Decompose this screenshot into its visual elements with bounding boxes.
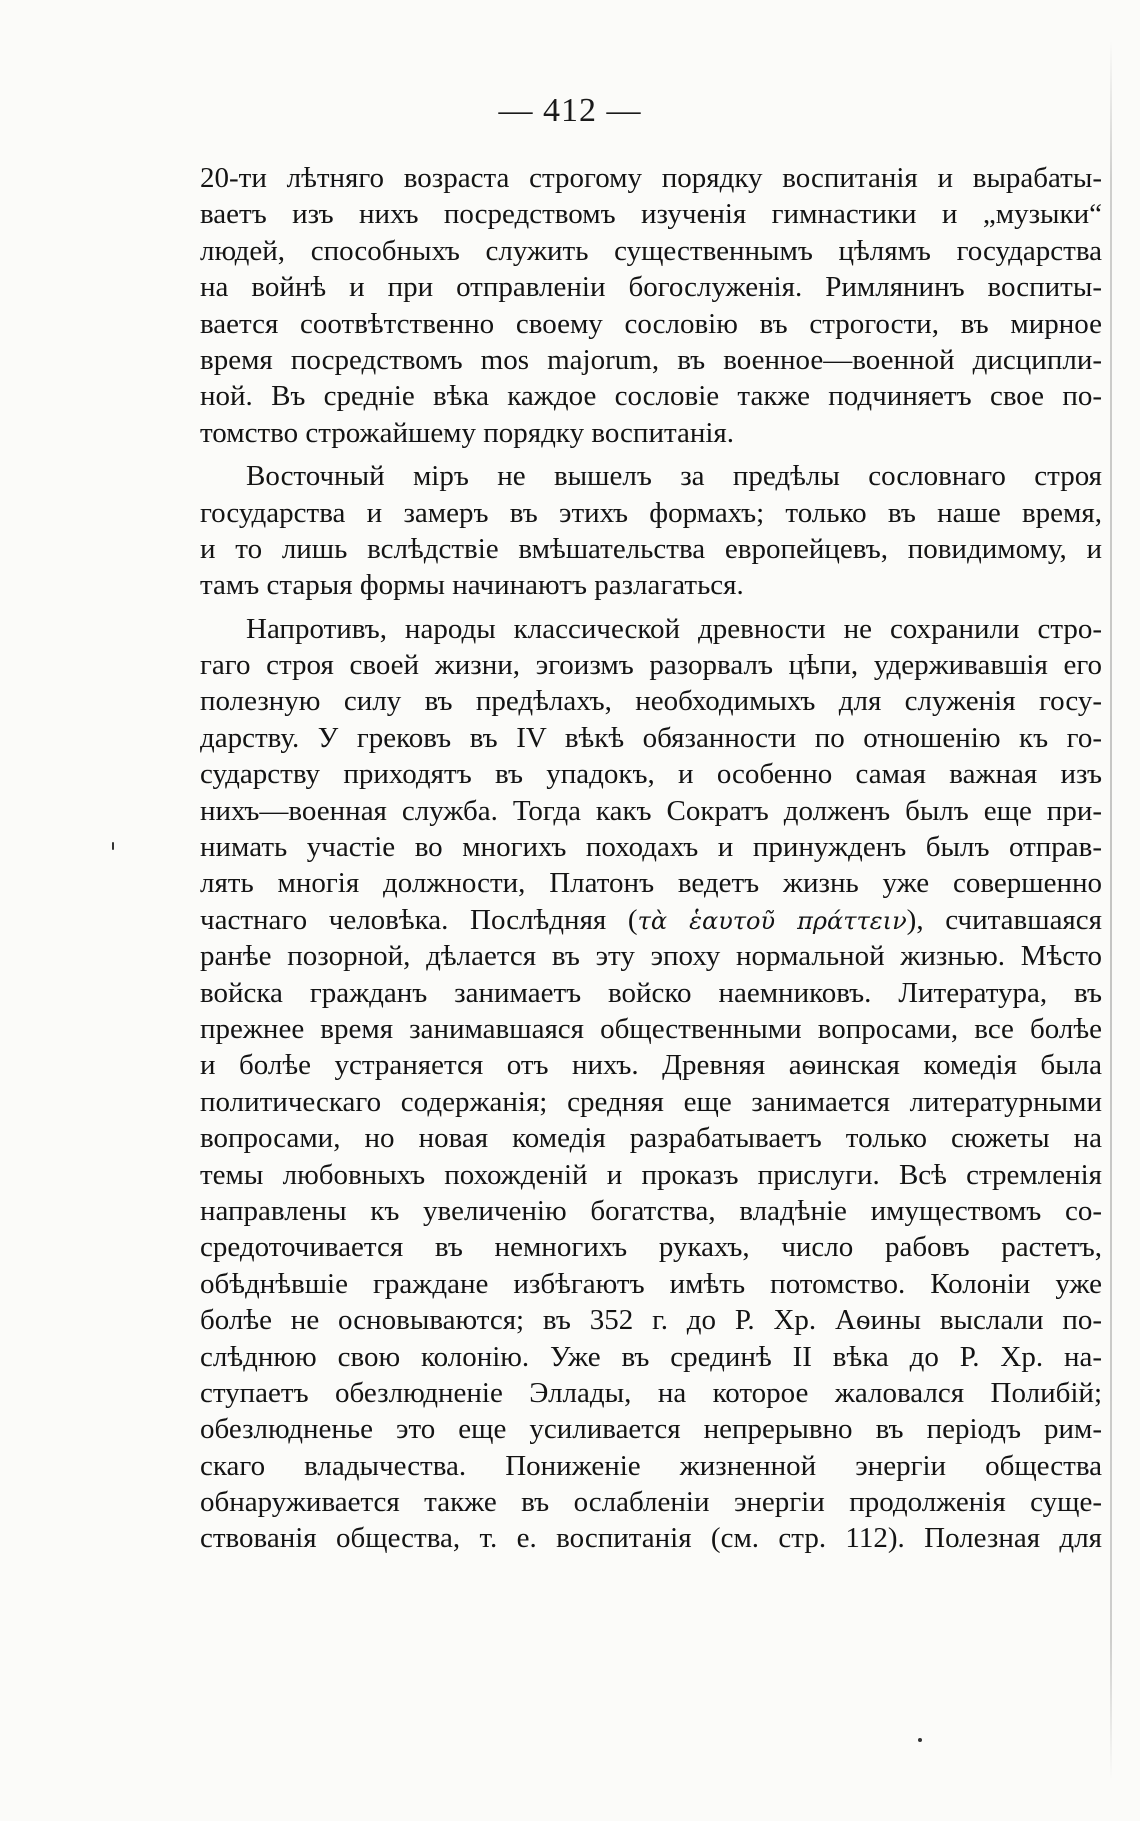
text-line: лять многія должности, Платонъ ведетъ жизнь уже совершенно: [200, 867, 1102, 900]
page-number: — 412 —: [498, 92, 642, 129]
text-line: направлены къ увеличенію богатства, владѣніе имуществомъ со-: [200, 1194, 1102, 1227]
text-line: войска гражданъ занимаетъ войско наемниковъ. Литература, въ: [200, 976, 1102, 1009]
text-line: на войнѣ и при отправленіи богослуженія. Римлянинъ воспиты-: [200, 271, 1102, 304]
text-line: тамъ старыя формы начинаютъ разлагаться.: [200, 569, 744, 602]
text-line: гаго строя своей жизни, эгоизмъ разорвалъ цѣпи, удерживавшія его: [200, 649, 1102, 682]
text-line: вается соотвѣтственно своему сословію въ строгости, въ мирное: [200, 307, 1102, 340]
paragraph-gap: [200, 451, 1102, 458]
text-line: ступаетъ обезлюдненіе Эллады, на которое жаловался Полибій;: [200, 1376, 1102, 1409]
text-line: ранѣе позорной, дѣлается въ эту эпоху нормальной жизнью. Мѣсто: [200, 940, 1102, 973]
text-line: средоточивается въ немногихъ рукахъ, число рабовъ растетъ,: [200, 1231, 1102, 1264]
text-line: сударству приходятъ въ упадокъ, и особенно самая важная изъ: [200, 758, 1102, 791]
text-line: нихъ—военная служба. Тогда какъ Сократъ долженъ былъ еще при-: [200, 794, 1102, 827]
text-line: Напротивъ, народы классической древности не сохранили стро-: [246, 612, 1102, 645]
text-line-with-greek: [200, 902, 1102, 938]
text-line: политическаго содержанія; средняя еще занимается литературными: [200, 1085, 1102, 1118]
body-text: [200, 160, 1102, 1557]
text-line: темы любовныхъ похожденій и проказъ прислуги. Всѣ стремленія: [200, 1158, 1102, 1191]
paragraph-1: [200, 160, 1102, 451]
scan-speck: [918, 1738, 922, 1742]
text-line: ствованія общества, т. е. воспитанія (см. стр. 112). Полезная для: [200, 1522, 1102, 1555]
text-line: томство строжайшему порядку воспитанія.: [200, 416, 735, 449]
scan-speck: [112, 842, 114, 850]
text-line: нимать участіе во многихъ походахъ и принужденъ былъ отправ-: [200, 831, 1102, 864]
text-line: болѣе не основываются; въ 352 г. до Р. Хр. Аѳины выслали по-: [200, 1304, 1102, 1337]
paragraph-gap: [200, 604, 1102, 611]
text-line: ваетъ изъ нихъ посредствомъ изученія гимнастики и „музыки“: [200, 198, 1102, 231]
text-line: обезлюдненье это еще усиливается непрерывно въ періодъ рим-: [200, 1413, 1102, 1446]
text-fragment: частнаго человѣка. Послѣдняя (: [200, 903, 638, 936]
text-line: полезную силу въ предѣлахъ, необходимыхъ для служенія госу-: [200, 685, 1102, 718]
paragraph-3: [200, 611, 1102, 1557]
text-line: людей, способныхъ служить существеннымъ цѣлямъ государства: [200, 234, 1102, 267]
text-line: государства и замеръ въ этихъ формахъ; только въ наше время,: [200, 496, 1102, 529]
text-line: Восточный міръ не вышелъ за предѣлы сословнаго строя: [246, 460, 1102, 493]
text-line: вопросами, но новая комедія разрабатываетъ только сюжеты на: [200, 1122, 1102, 1155]
text-line: обнаруживается также въ ослабленіи энергіи продолженія суще-: [200, 1486, 1102, 1519]
text-line: скаго владычества. Пониженіе жизненной энергіи общества: [200, 1449, 1102, 1482]
text-line: обѣднѣвшіе граждане избѣгаютъ имѣть потомство. Колоніи уже: [200, 1267, 1102, 1300]
text-line: время посредствомъ mos majorum, въ военное—военной дисципли-: [200, 343, 1102, 376]
paragraph-2: [200, 458, 1102, 604]
text-line: ной. Въ средніе вѣка каждое сословіе также подчиняетъ свое по-: [200, 380, 1102, 413]
page-edge-shadow: [1110, 40, 1112, 1780]
text-fragment: ), считавшаяся: [906, 903, 1102, 936]
text-line: дарству. У грековъ въ IV вѣкѣ обязанности по отношенію къ го-: [200, 721, 1102, 754]
text-line: и болѣе устраняется отъ нихъ. Древняя аѳинская комедія была: [200, 1049, 1102, 1082]
text-line: 20-ти лѣтняго возраста строгому порядку воспитанія и вырабаты-: [200, 162, 1102, 194]
greek-phrase: τὰ ἑαυτοῦ πράττειν: [637, 906, 907, 935]
text-line: прежнее время занимавшаяся общественными вопросами, все болѣе: [200, 1012, 1102, 1045]
text-line: и то лишь вслѣдствіе вмѣшательства европейцевъ, повидимому, и: [200, 532, 1102, 565]
text-line: слѣднюю свою колонію. Уже въ срединѣ II вѣка до Р. Хр. на-: [200, 1340, 1102, 1373]
